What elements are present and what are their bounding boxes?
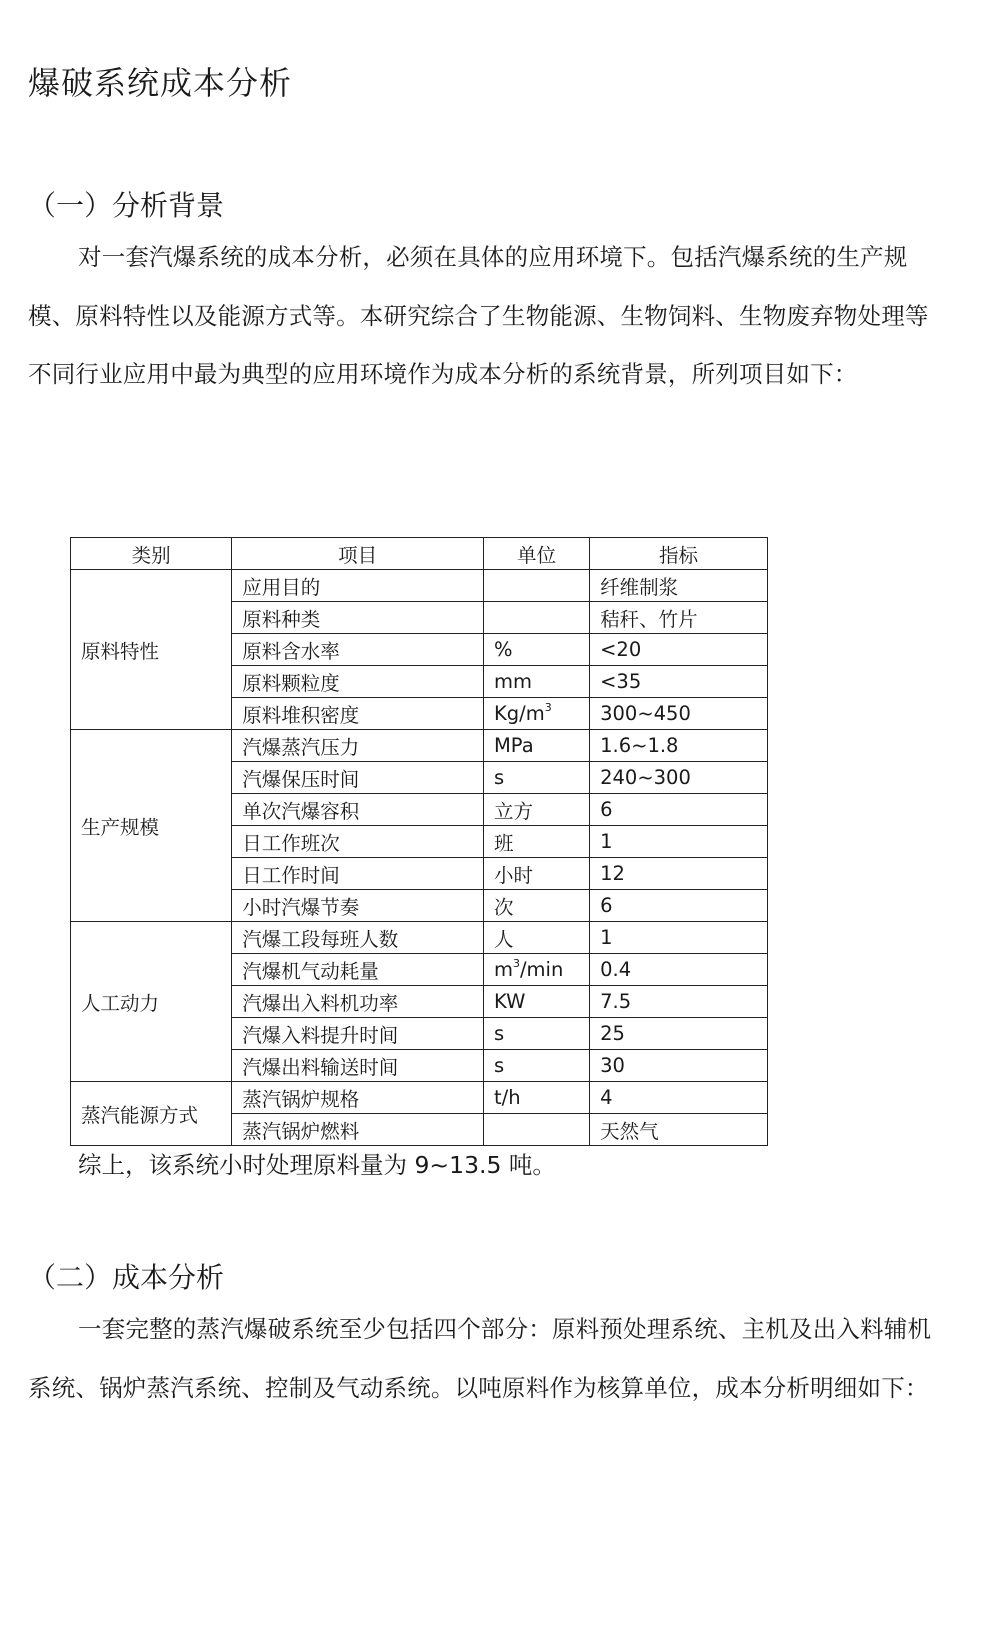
unit-cell: s [483, 762, 589, 794]
item-cell: 汽爆出料输送时间 [232, 1050, 484, 1082]
value-cell: 12 [590, 858, 768, 890]
unit-cell: 班 [483, 826, 589, 858]
value-cell: 240~300 [590, 762, 768, 794]
item-cell: 日工作班次 [232, 826, 484, 858]
table-row [71, 730, 768, 762]
unit-cell [483, 954, 589, 986]
unit-cell [483, 570, 589, 602]
table-row [71, 1082, 768, 1114]
unit-cell: 人 [483, 922, 589, 954]
category-cell: 生产规模 [71, 730, 232, 922]
value-cell: 纤维制浆 [590, 570, 768, 602]
item-cell: 汽爆入料提升时间 [232, 1018, 484, 1050]
section-2-heading: （二）成本分析 [28, 1261, 225, 1294]
value-cell: 300~450 [590, 698, 768, 730]
table-row [71, 922, 768, 954]
unit-text: m [493, 958, 513, 981]
unit-text: /min [519, 958, 564, 981]
unit-cell: t/h [483, 1082, 589, 1114]
value-cell: 秸秆、竹片 [590, 602, 768, 634]
value-cell: 30 [590, 1050, 768, 1082]
summary-text: 综上，该系统小时处理原料量为 9~13.5 吨。 [78, 1151, 556, 1179]
header-value: 指标 [590, 538, 768, 570]
value-cell: 1 [590, 826, 768, 858]
item-cell: 日工作时间 [232, 858, 484, 890]
unit-text: Kg/m [493, 702, 545, 725]
spec-table [70, 537, 768, 1146]
item-cell: 原料含水率 [232, 634, 484, 666]
value-cell: 25 [590, 1018, 768, 1050]
item-cell: 单次汽爆容积 [232, 794, 484, 826]
category-cell: 蒸汽能源方式 [71, 1082, 232, 1146]
unit-superscript: 3 [544, 701, 552, 714]
item-cell: 原料堆积密度 [232, 698, 484, 730]
item-cell: 蒸汽锅炉规格 [232, 1082, 484, 1114]
document-title: 爆破系统成本分析 [28, 64, 293, 102]
table-header-row [71, 538, 768, 570]
section-1-paragraph: 对一套汽爆系统的成本分析，必须在具体的应用环境下。包括汽爆系统的生产规模、原料特性以及能源方式等。本研究综合了生物能源、生物饲料、生物废弃物处理等不同行业应用中最为典型的应用环境作为成本分析的系统背景，所列项目如下： [28, 243, 929, 388]
unit-cell: 立方 [483, 794, 589, 826]
unit-cell: KW [483, 986, 589, 1018]
header-category: 类别 [71, 538, 232, 570]
item-cell: 汽爆机气动耗量 [232, 954, 484, 986]
section-2-paragraph: 一套完整的蒸汽爆破系统至少包括四个部分：原料预处理系统、主机及出入料辅机系统、锅炉蒸汽系统、控制及气动系统。以吨原料作为核算单位，成本分析明细如下： [28, 1315, 932, 1402]
category-cell: 原料特性 [71, 570, 232, 730]
category-cell: 人工动力 [71, 922, 232, 1082]
item-cell: 蒸汽锅炉燃料 [232, 1114, 484, 1146]
value-cell: 4 [590, 1082, 768, 1114]
unit-cell: s [483, 1018, 589, 1050]
unit-cell: mm [483, 666, 589, 698]
value-cell: 1 [590, 922, 768, 954]
item-cell: 原料种类 [232, 602, 484, 634]
header-item: 项目 [232, 538, 484, 570]
item-cell: 汽爆保压时间 [232, 762, 484, 794]
value-cell: <20 [590, 634, 768, 666]
unit-cell: s [483, 1050, 589, 1082]
table-row [71, 570, 768, 602]
item-cell: 汽爆工段每班人数 [232, 922, 484, 954]
item-cell: 应用目的 [232, 570, 484, 602]
value-cell: 1.6~1.8 [590, 730, 768, 762]
unit-cell [483, 602, 589, 634]
header-unit: 单位 [483, 538, 589, 570]
section-1-heading: （一）分析背景 [28, 189, 225, 222]
item-cell: 汽爆蒸汽压力 [232, 730, 484, 762]
item-cell: 汽爆出入料机功率 [232, 986, 484, 1018]
value-cell: 6 [590, 794, 768, 826]
value-cell: 0.4 [590, 954, 768, 986]
value-cell: 天然气 [590, 1114, 768, 1146]
unit-superscript: 3 [512, 957, 520, 970]
value-cell: 7.5 [590, 986, 768, 1018]
unit-cell: 小时 [483, 858, 589, 890]
item-cell: 原料颗粒度 [232, 666, 484, 698]
unit-cell [483, 1114, 589, 1146]
unit-cell: % [483, 634, 589, 666]
value-cell: <35 [590, 666, 768, 698]
unit-cell: MPa [483, 730, 589, 762]
item-cell: 小时汽爆节奏 [232, 890, 484, 922]
unit-cell [483, 698, 589, 730]
unit-cell: 次 [483, 890, 589, 922]
value-cell: 6 [590, 890, 768, 922]
